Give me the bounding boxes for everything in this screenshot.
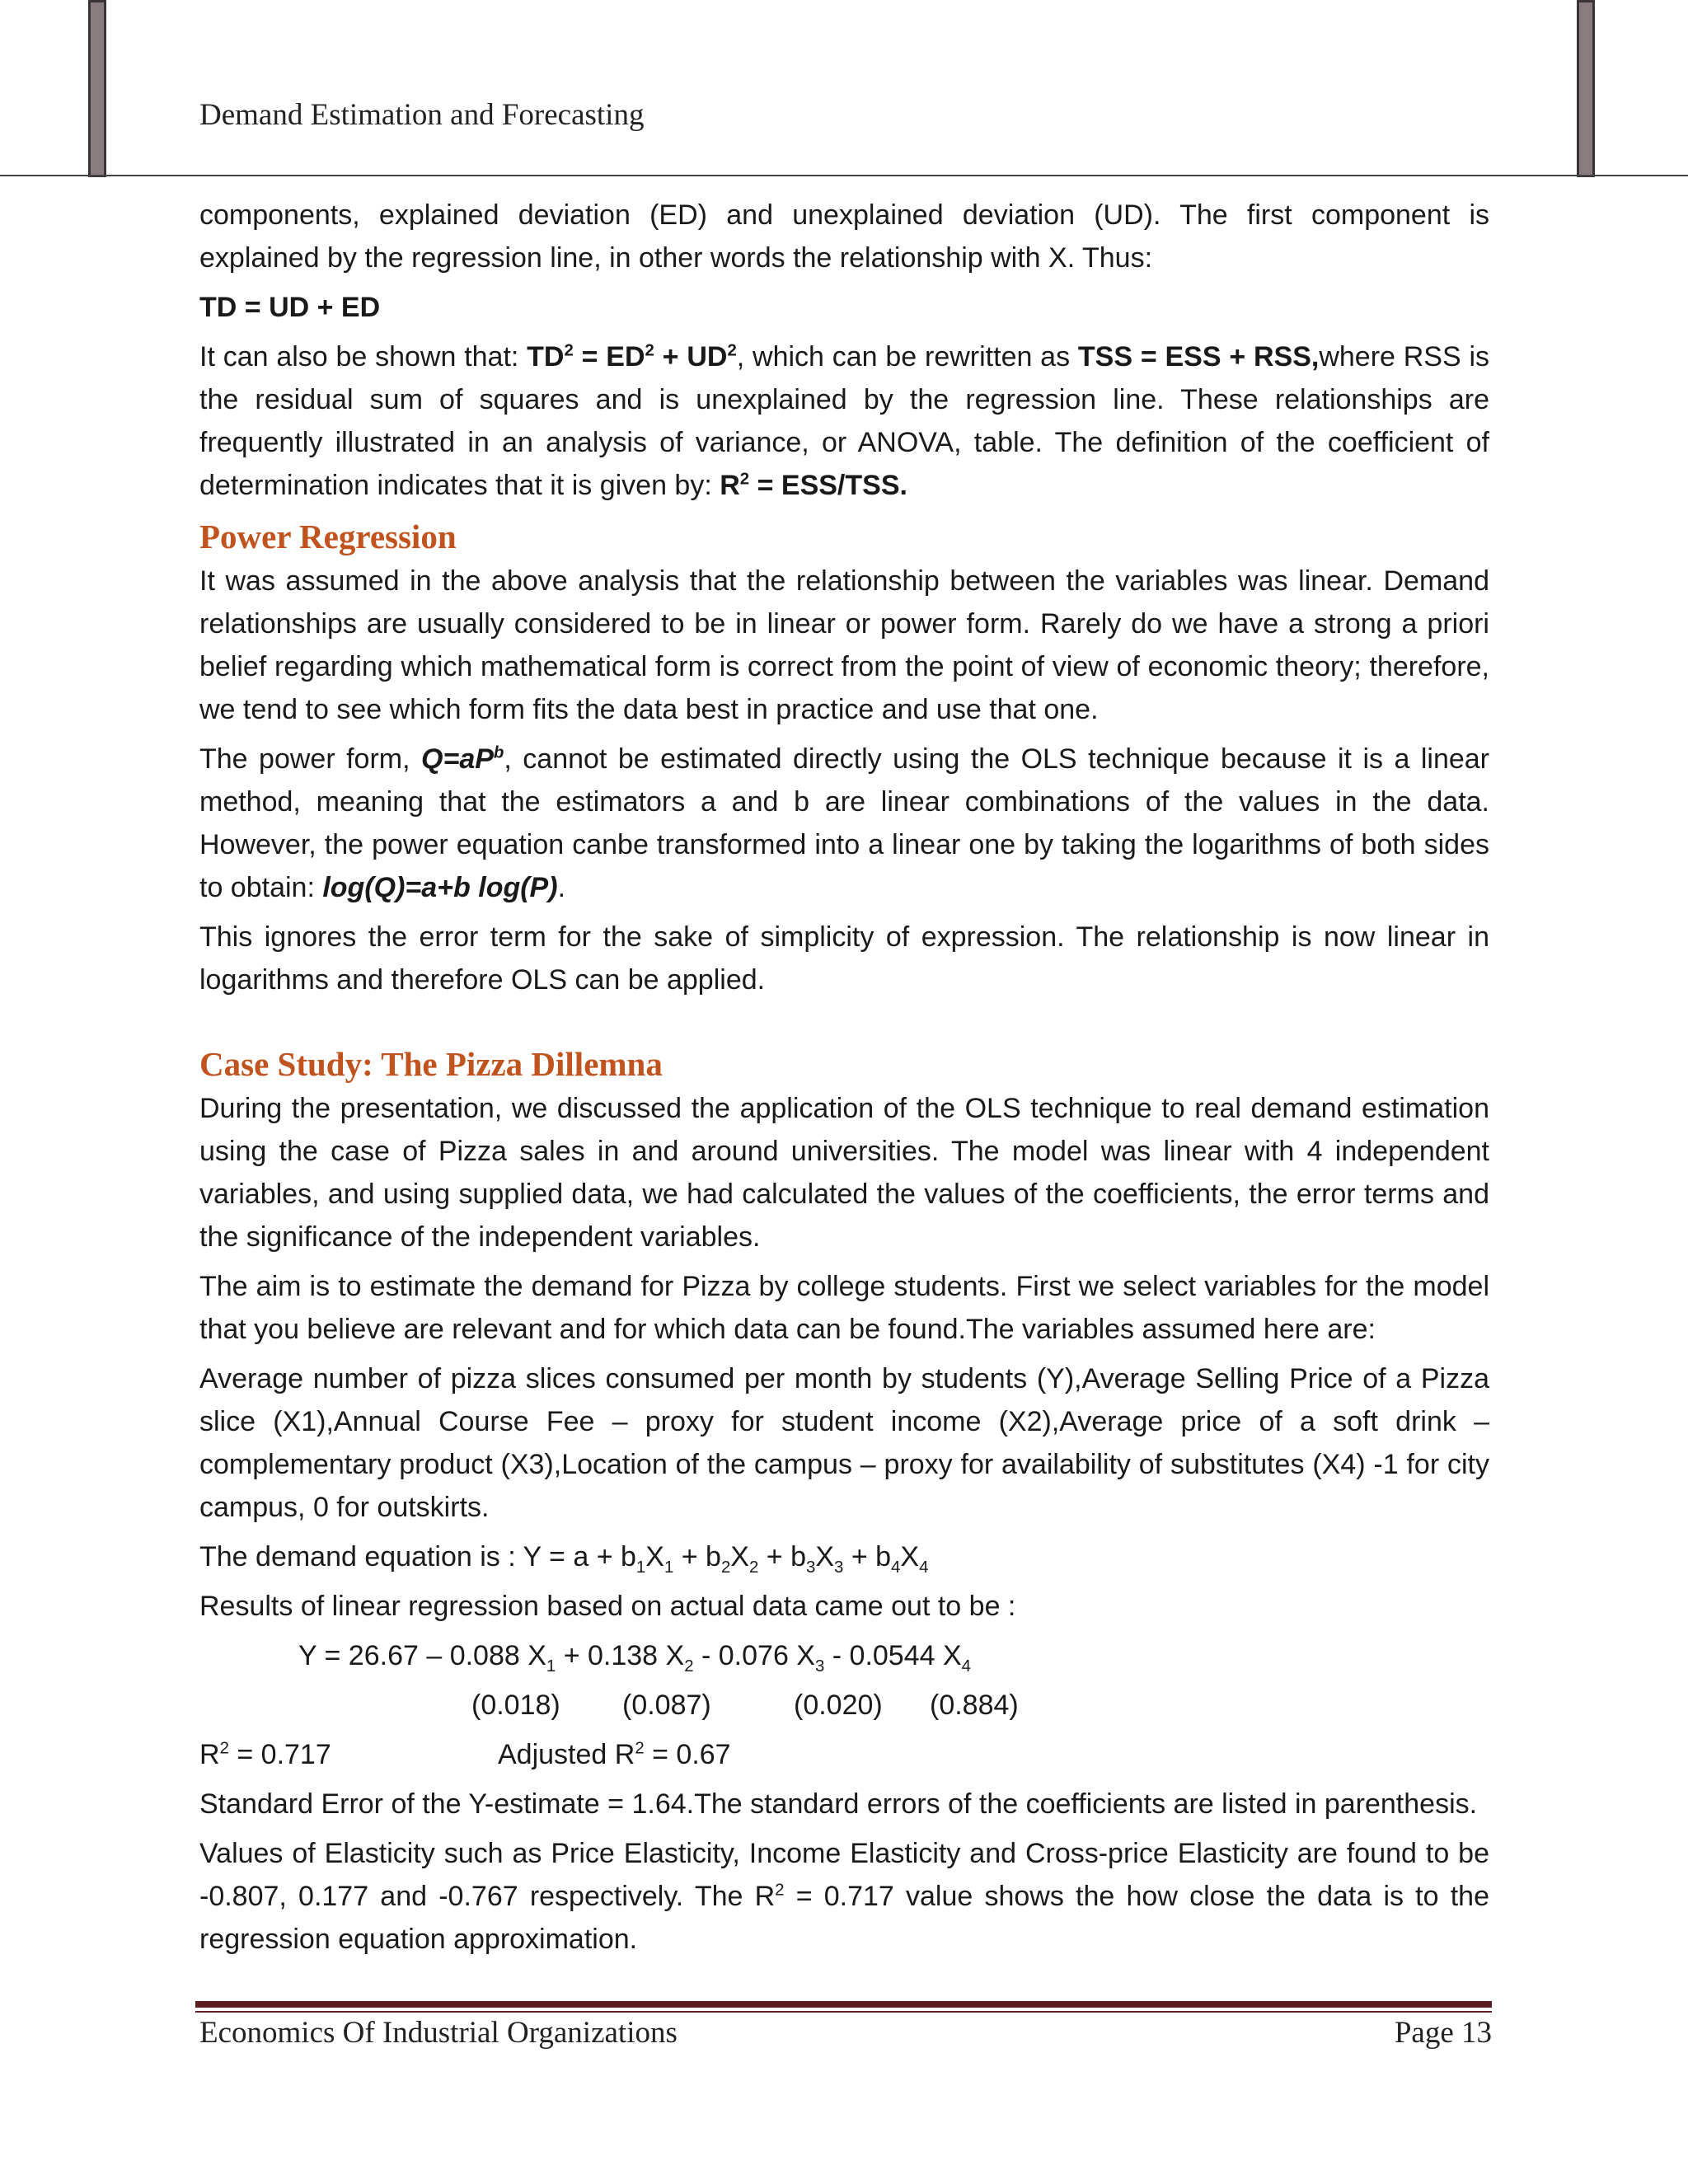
paragraph-aim: The aim is to estimate the demand for Pizza by college students. First we select variables for the model that you believe are relevant and for which data can be found.The variables assumed here are:	[199, 1271, 1489, 1345]
paragraph-error-term: This ignores the error term for the sake of simplicity of expression. The relationship is now linear in logarithms and therefore OLS can be applied.	[199, 921, 1489, 996]
running-header: Demand Estimation and Forecasting	[199, 98, 645, 132]
heading-case-study: Case Study: The Pizza Dillemna	[199, 1045, 663, 1083]
regression-equation: Y = 26.67 – 0.088 $X_1 + 0.138$ $X_2 - 0.076$ $X_3 - 0.0544$ $X_4$	[298, 1640, 972, 1675]
demand-equation: The demand equation is : $Y = a + b_1X_1 + b_2X_2 + b_3X_3 + b_4X_4$	[199, 1541, 929, 1577]
paragraph-tss: It can also be shown that: $TD^2 = ED^2 + UD^2$, which can be rewritten as TSS = ESS + RSS,where RSS is the residual sum of squares and is unexplained by the regression line. These relationships are frequently illustrated in an analysis of variance, or ANOVA, table. The definition of the coefficient of determination indicates that it is given by: $R^2 = ESS/TSS$.	[199, 341, 1490, 501]
footer-title: Economics Of Industrial Organizations	[199, 2016, 678, 2050]
heading-power-regression: Power Regression	[199, 518, 457, 555]
paragraph-presentation: During the presentation, we discussed the application of the OLS technique to real demand estimation using the case of Pizza sales in and around universities. The model was linear with 4 independent variables, and using supplied data, we had calculated the values of the coefficients, the error terms and the significance of the independent variables.	[199, 1093, 1489, 1253]
standard-errors-row	[199, 1684, 1489, 1727]
paragraph-results: Results of linear regression based on actual data came out to be :	[199, 1591, 1016, 1622]
page-number: Page 13	[1394, 2016, 1492, 2050]
paragraph-deviation: components, explained deviation (ED) and unexplained deviation (UD). The first component is explained by the regression line, in other words the relationship with X. Thus:	[199, 199, 1489, 274]
td-equation: TD = UD + ED	[199, 292, 381, 323]
paragraph-elasticity: Values of Elasticity such as Price Elasticity, Income Elasticity and Cross-price Elasticity are found to be -0.807, 0.177 and -0.767 respectively. The $R^2 = 0.717$ value shows the how close the data is to the regression equation approximation.	[199, 1838, 1489, 1955]
std-error-3: (0.020)	[794, 1690, 883, 1721]
paragraph-power-form: The power form, $Q=aP^b$, cannot be estimated directly using the OLS technique because it is a linear method, meaning that the estimators a and b are linear combinations of the values in the data. However, the power equation canbe transformed into a linear one by taking the logarithms of both sides to obtain: log(Q)=a+b log(P).	[199, 743, 1489, 903]
footer-rule	[195, 2001, 1492, 2008]
right-margin-bar	[1577, 0, 1595, 177]
r-squared-row: $R^2 = 0.717$ Adjusted $R^2 = 0.67$	[199, 1739, 731, 1770]
left-margin-bar	[88, 0, 106, 177]
paragraph-standard-error: Standard Error of the Y-estimate = 1.64.The standard errors of the coefficients are listed in parenthesis.	[199, 1788, 1478, 1820]
std-error-2: (0.087)	[622, 1690, 711, 1721]
std-error-4: (0.884)	[930, 1690, 1019, 1721]
header-rule	[0, 175, 1688, 176]
footer-rule-thin	[195, 2011, 1492, 2013]
page-body	[199, 194, 1489, 1967]
paragraph-variables: Average number of pizza slices consumed per month by students (Y),Average Selling Price of a Pizza slice (X1),Annual Course Fee – proxy for student income (X2),Average price of a soft drink – complementary product (X3),Location of the campus – proxy for availability of substitutes (X4) -1 for city campus, 0 for outskirts.	[199, 1363, 1489, 1523]
paragraph-linear-assumption: It was assumed in the above analysis that the relationship between the variables was linear. Demand relationships are usually considered to be in linear or power form. Rarely do we have a strong a priori belief regarding which mathematical form is correct from the point of view of economic theory; therefore, we tend to see which form fits the data best in practice and use that one.	[199, 565, 1489, 725]
std-error-1: (0.018)	[471, 1690, 560, 1721]
